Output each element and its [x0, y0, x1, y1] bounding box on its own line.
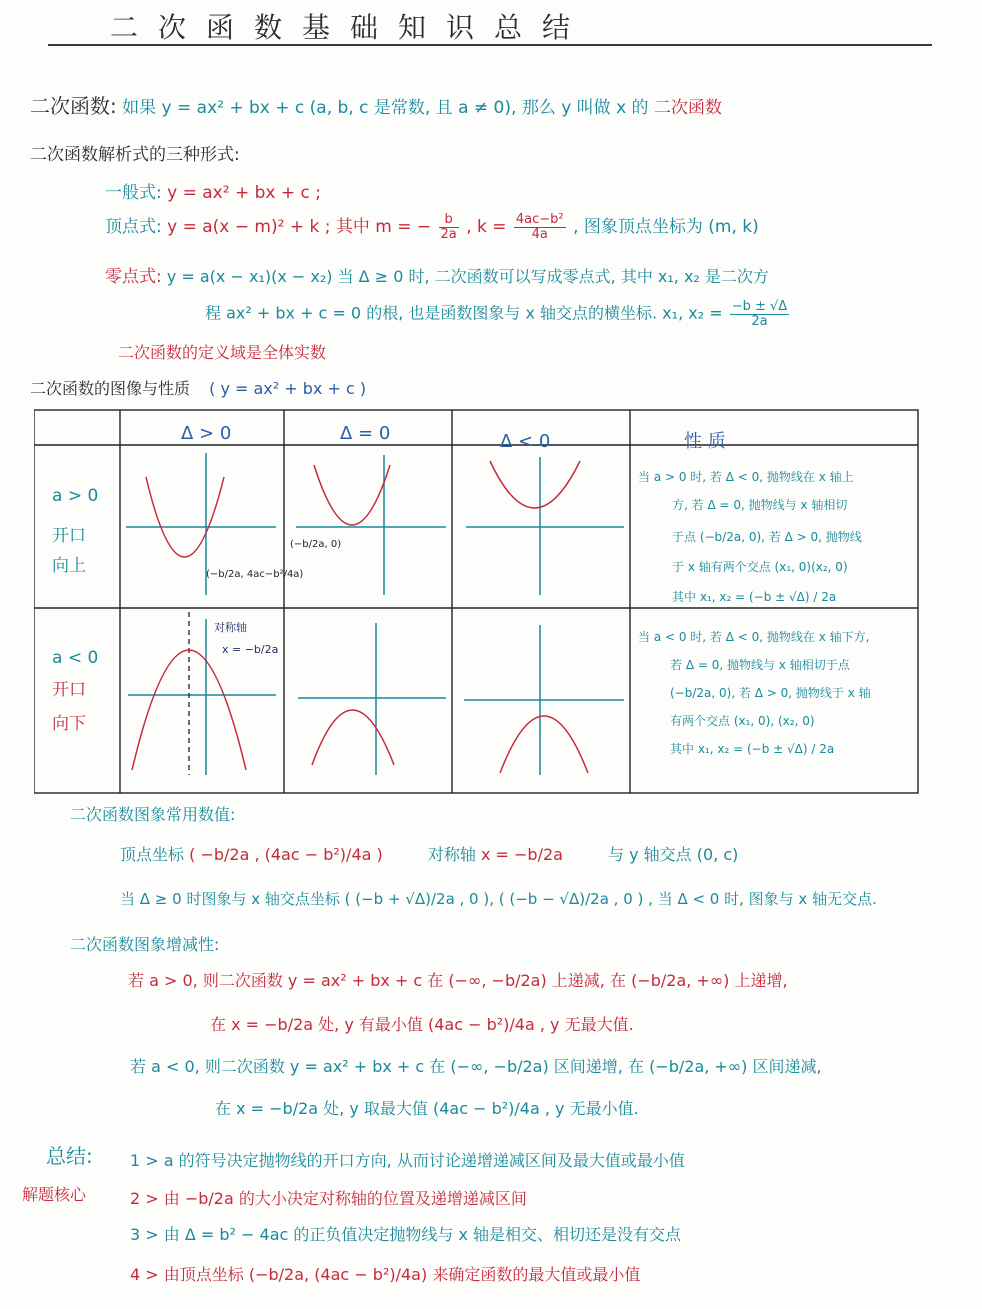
x-intercept-text: 当 Δ ≥ 0 时图象与 x 轴交点坐标 ( (−b + √Δ)/2a , 0 ), ( (−b − √Δ)/2a , 0 )	[120, 890, 644, 908]
r2c3-parabola	[500, 716, 588, 773]
axis-of-symmetry-label: 对称轴	[214, 621, 247, 634]
props-r2-l3: (−b/2a, 0), 若 Δ > 0, 抛物线于 x 轴	[670, 686, 871, 700]
row2-label-open: 开口	[52, 680, 86, 700]
header-delta-negative: Δ < 0	[500, 431, 551, 452]
monotonic-line2: 在 x = −b/2a 处, y 有最小值 (4ac − b²)/4a , y 无最大值.	[210, 1015, 634, 1034]
general-text: y = ax² + bx + c ;	[167, 183, 321, 203]
props-r2-l2: 若 Δ = 0, 抛物线与 x 轴相切于点	[670, 658, 850, 672]
r1c2-vertex-label: (−b/2a, 0)	[290, 539, 342, 550]
summary-item-4: 4 > 由顶点坐标 (−b/2a, (4ac − b²)/4a) 来确定函数的最大值或最小值	[130, 1265, 641, 1284]
vertex-label: 顶点式:	[105, 217, 162, 237]
props-r2-l4: 有两个交点 (x₁, 0), (x₂, 0)	[670, 714, 815, 728]
table-heading-text: 二次函数的图像与性质	[30, 379, 191, 398]
title-underline	[48, 44, 932, 46]
page-title: 二次函数基础知识总结	[110, 11, 591, 44]
vertex-text1: y = a(x − m)² + k ; 其中 m = −	[167, 217, 432, 237]
common-values-heading: 二次函数图象常用数值:	[70, 805, 236, 824]
vertex-coord-label: 顶点坐标	[120, 845, 185, 864]
r1c3-parabola	[490, 461, 580, 508]
row1-label-open: 开口	[52, 526, 86, 546]
definition-tail: 二次函数	[653, 98, 722, 118]
row2-label-down: 向下	[52, 714, 86, 734]
axis-of-symmetry-eq: x = −b/2a	[222, 643, 279, 656]
monotonic-line1: 若 a > 0, 则二次函数 y = ax² + bx + c 在 (−∞, −b/2a) 上递减, 在 (−b/2a, +∞) 上递增,	[128, 971, 788, 990]
props-r2-l5: 其中 x₁, x₂ = (−b ± √Δ) / 2a	[670, 742, 835, 756]
zero-label: 零点式:	[105, 267, 162, 287]
row1-label-up: 向上	[52, 556, 86, 576]
definition-label: 二次函数:	[30, 94, 117, 118]
root-fraction: $\frac{-b \pm √\Delta}{2a}$	[731, 299, 788, 329]
monotonic-line4: 在 x = −b/2a 处, y 取最大值 (4ac − b²)/4a , y 无最小值.	[215, 1099, 639, 1118]
table-heading	[30, 376, 366, 399]
props-r1-l4: 于 x 轴有两个交点 (x₁, 0)(x₂, 0)	[672, 560, 848, 574]
summary-item-2: 2 > 由 −b/2a 的大小决定对称轴的位置及递增递减区间	[130, 1189, 527, 1208]
row2-label-a: a < 0	[52, 648, 99, 668]
r1c2-parabola	[314, 465, 390, 525]
props-r1-l3: 于点 (−b/2a, 0), 若 Δ > 0, 抛物线	[672, 530, 862, 544]
zero-form-line2	[205, 300, 791, 328]
vertex-m-fraction: $\frac{b}{2a}$	[440, 211, 457, 242]
props-r1-l2: 方, 若 Δ = 0, 抛物线与 x 轴相切	[672, 498, 848, 512]
vertex-text2: , k =	[466, 217, 507, 237]
header-properties: 性 质	[684, 431, 726, 452]
zero-text1: y = a(x − x₁)(x − x₂) 当 Δ ≥ 0 时, 二次函数可以写成零点式, 其中 x₁, x₂ 是二次方	[166, 267, 769, 286]
vertex-k-fraction: $\frac{\text{4ac−b²}}{4a}$	[515, 211, 564, 242]
axis-label: 对称轴	[427, 845, 476, 864]
y-intercept-value: (0, c)	[696, 845, 739, 864]
vertex-text3: , 图象顶点坐标为 (m, k)	[573, 217, 759, 237]
general-form	[105, 178, 321, 203]
props-r1-l5: 其中 x₁, x₂ = (−b ± √Δ) / 2a	[672, 590, 837, 604]
common-values-row2	[120, 888, 877, 909]
vertex-coord-value: ( −b/2a , (4ac − b²)/4a )	[189, 845, 383, 864]
r1c1-vertex-label: (−b/2a, 4ac−b²/4a)	[206, 569, 304, 580]
summary-item-3: 3 > 由 Δ = b² − 4ac 的正负值决定抛物线与 x 轴是相交、相切还是没有交点	[130, 1225, 682, 1244]
summary-label: 总结:	[46, 1144, 93, 1168]
definition-line	[30, 90, 722, 119]
row1-label-a: a > 0	[52, 486, 99, 506]
props-r1-l1: 当 a > 0 时, 若 Δ < 0, 抛物线在 x 轴上	[638, 470, 854, 484]
r2c2-parabola	[312, 710, 394, 765]
general-label: 一般式:	[105, 183, 162, 203]
forms-heading: 二次函数解析式的三种形式:	[30, 145, 240, 165]
domain-note: 二次函数的定义域是全体实数	[118, 343, 327, 362]
axis-value: x = −b/2a	[480, 845, 563, 864]
r1c1-parabola	[146, 477, 224, 557]
y-intercept-label: 与 y 轴交点	[608, 845, 692, 864]
table-heading-formula: ( y = ax² + bx + c )	[209, 379, 367, 398]
definition-text: 如果 y = ax² + bx + c (a, b, c 是常数, 且 a ≠ 0), 那么 y 叫做 x 的	[122, 98, 649, 118]
props-r2-l1: 当 a < 0 时, 若 Δ < 0, 抛物线在 x 轴下方,	[638, 630, 870, 644]
summary-sub-label: 解题核心	[22, 1185, 87, 1204]
common-values-row1	[120, 842, 738, 865]
zero-text2: 程 ax² + bx + c = 0 的根, 也是函数图象与 x 轴交点的横坐标. x₁, x₂ =	[205, 303, 723, 323]
monotonic-heading: 二次函数图象增减性:	[70, 935, 220, 954]
header-delta-positive: Δ > 0	[181, 423, 232, 444]
graph-table	[34, 405, 920, 795]
zero-form-line1	[105, 262, 769, 287]
header-delta-zero: Δ = 0	[340, 423, 391, 444]
vertex-form	[105, 212, 759, 241]
summary-item-1: 1 > a 的符号决定抛物线的开口方向, 从而讨论递增递减区间及最大值或最小值	[130, 1151, 685, 1170]
monotonic-line3: 若 a < 0, 则二次函数 y = ax² + bx + c 在 (−∞, −b/2a) 区间递增, 在 (−b/2a, +∞) 区间递减,	[130, 1057, 822, 1076]
x-intercept-tail: , 当 Δ < 0 时, 图象与 x 轴无交点.	[648, 890, 877, 908]
